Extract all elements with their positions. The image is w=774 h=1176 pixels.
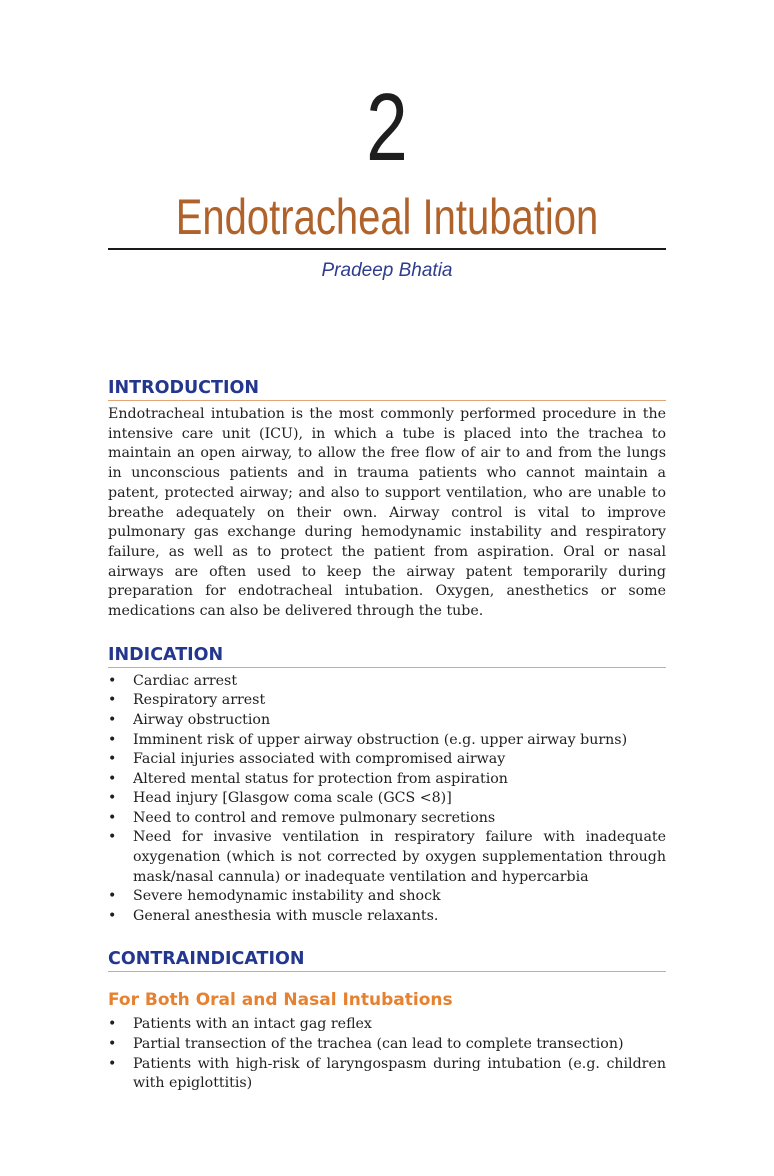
bullet-icon: • <box>108 790 117 807</box>
list-item: • Airway obstruction <box>108 711 666 731</box>
subsection-heading-oral-nasal: For Both Oral and Nasal Intubations <box>108 990 453 1011</box>
indication-list <box>108 672 666 927</box>
bullet-icon: • <box>108 711 117 728</box>
bullet-icon: • <box>108 809 117 826</box>
section-heading-indication: INDICATION <box>108 644 666 668</box>
list-item: • Severe hemodynamic instability and shock <box>108 887 666 907</box>
chapter-body <box>108 377 666 1094</box>
chapter-title: Endotracheal Intubation <box>175 189 599 245</box>
list-item: • Cardiac arrest <box>108 672 666 692</box>
section-heading-introduction: INTRODUCTION <box>108 377 666 401</box>
contraindication-list <box>108 1015 666 1093</box>
list-item: • Altered mental status for protection from aspiration <box>108 770 666 790</box>
list-item: • Respiratory arrest <box>108 691 666 711</box>
list-item: • Patients with an intact gag reflex <box>108 1015 666 1035</box>
title-rule <box>108 248 666 250</box>
list-item: • Patients with high-risk of laryngospasm during intubation (e.g. children with epiglottitis) <box>108 1055 666 1092</box>
list-item: • General anesthesia with muscle relaxants. <box>108 907 666 927</box>
bullet-icon: • <box>108 672 117 689</box>
section-heading-contraindication: CONTRAINDICATION <box>108 948 666 972</box>
chapter-number: 2 <box>366 74 408 181</box>
bullet-icon: • <box>108 1036 117 1053</box>
bullet-icon: • <box>108 829 117 846</box>
list-item: • Imminent risk of upper airway obstruction (e.g. upper airway burns) <box>108 731 666 751</box>
list-item: • Need to control and remove pulmonary secretions <box>108 809 666 829</box>
bullet-icon: • <box>108 751 117 768</box>
list-item: • Facial injuries associated with compromised airway <box>108 750 666 770</box>
bullet-icon: • <box>108 888 117 905</box>
bullet-icon: • <box>108 770 117 787</box>
chapter-author: Pradeep Bhatia <box>321 260 453 281</box>
list-item: • Partial transection of the trachea (can lead to complete transection) <box>108 1035 666 1055</box>
bullet-icon: • <box>108 1055 117 1072</box>
bullet-icon: • <box>108 692 117 709</box>
bullet-icon: • <box>108 907 117 924</box>
bullet-icon: • <box>108 731 117 748</box>
bullet-icon: • <box>108 1016 117 1033</box>
introduction-paragraph: Endotracheal intubation is the most commonly performed procedure in the intensive care unit (ICU), in which a tube is placed into the trachea to maintain an open airway, to allow the free flow of air to and from the lungs in unconscious patients and in trauma patients who cannot maintain a patent, protected airway; and also to support ventilation, who are unable to breathe adequately on their own. Airway control is vital to improve pulmonary gas exchange during hemodynamic instability and respiratory failure, as well as to protect the patient from aspiration. Oral or nasal airways are often used to keep the airway patent temporarily during preparation for endotracheal intubation. Oxygen, anesthetics or some medications can also be delivered through the tube. <box>108 406 666 620</box>
list-item: • Head injury [Glasgow coma scale (GCS <8)] <box>108 789 666 809</box>
list-item: • Need for invasive ventilation in respiratory failure with inadequate oxygenation (which is not corrected by oxygen supplementation through mask/nasal cannula) or inadequate ventilation and hypercarbia <box>108 829 666 885</box>
